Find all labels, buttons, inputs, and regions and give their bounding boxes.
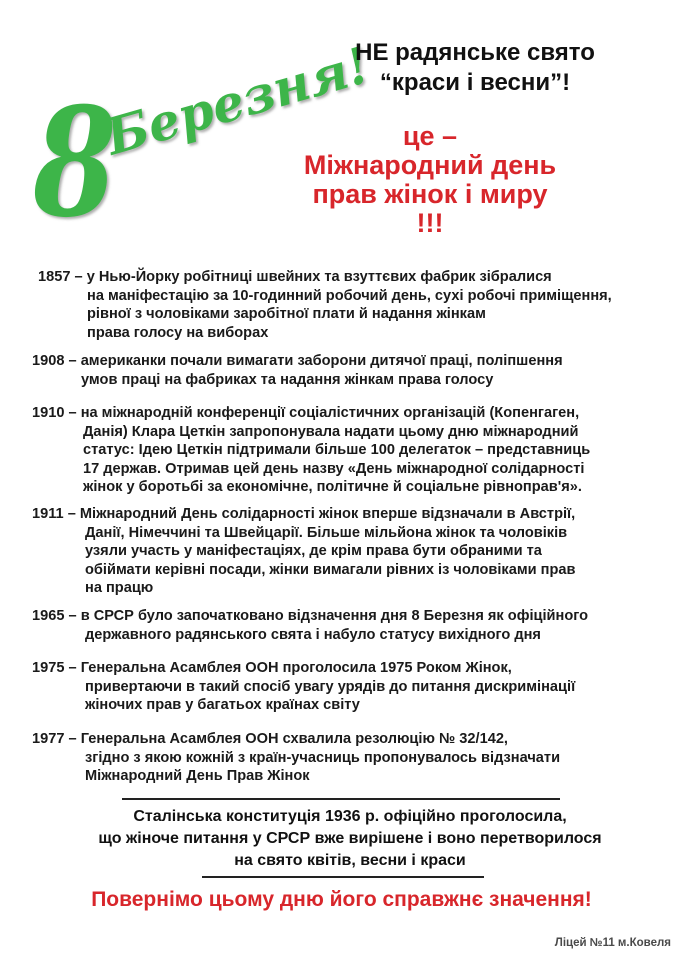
entry-line: державного радянського свята і набуло статусу вихідного дня: [85, 626, 541, 643]
call-to-action: Повернімо цьому дню його справжнє значення!: [91, 888, 592, 911]
note-line-1: Сталінська конституція 1936 р. офіційно проголосила,: [133, 808, 567, 825]
entry-line: 1910 – на міжнародній конференції соціалістичних організацій (Копенгаген,: [32, 405, 580, 421]
entry-line: згідно з якою кожній з країн-учасниць пропонувалось відзначати: [85, 749, 561, 766]
logo-number: 8: [33, 74, 117, 252]
timeline-entry-1977: [32, 730, 560, 786]
logo-word: Березня!: [99, 35, 377, 167]
entry-line: узяли участь у маніфестаціях, де крім права бути обраними та: [85, 543, 542, 559]
subheadline-line-2: Міжнародний день: [303, 150, 557, 180]
entry-line: Данії, Німеччині та Швейцарії. Більше мільйона жінок та чоловіків: [85, 524, 568, 541]
school-credit: Ліцей №11 м.Ковеля: [554, 937, 671, 949]
entry-line: жіночих прав у багатьох країнах світу: [85, 697, 360, 713]
headline-line-1: НЕ радянське свято: [355, 39, 595, 66]
note-line-3: на свято квітів, весни і краси: [234, 852, 466, 869]
timeline-entry-1908: [32, 352, 563, 389]
entry-line: 17 держав. Отримав цей день назву «День міжнародної солідарності: [83, 460, 585, 477]
entry-line: на маніфестацію за 10-годинний робочий день, сухі робочі приміщення,: [87, 287, 612, 304]
entry-line: 1975 – Генеральна Асамблея ООН проголосила 1975 Роком Жінок,: [32, 660, 512, 676]
divider-bottom: [202, 876, 484, 878]
divider-top: [122, 798, 560, 800]
entry-line: на працю: [85, 580, 154, 596]
constitution-note: [30, 806, 670, 872]
subheadline-line-3: прав жінок і миру: [312, 179, 548, 209]
entry-line: 1908 – американки почали вимагати заборони дитячої праці, поліпшення: [32, 353, 563, 369]
timeline-entry-1910: [32, 404, 590, 497]
entry-line: статус: Ідею Цеткін підтримали більше 100 делегаток – представниць: [83, 442, 591, 458]
entry-line: 1857 – у Нью-Йорку робітниці швейних та взуттєвих фабрик зібралися: [38, 269, 552, 285]
entry-line: рівної з чоловіками заробітної плати й надання жінкам: [87, 306, 486, 322]
entry-line: 1977 – Генеральна Асамблея ООН схвалила резолюцію № 32/142,: [32, 731, 508, 747]
timeline-entry-1857: [38, 268, 612, 342]
subheadline: [240, 122, 620, 238]
note-line-2: що жіноче питання у СРСР вже вирішене і воно перетворилося: [98, 830, 602, 847]
entry-line: 1911 – Міжнародний День солідарності жінок вперше відзначали в Австрії,: [32, 506, 576, 522]
entry-line: умов праці на фабриках та надання жінкам права голосу: [81, 371, 494, 388]
subheadline-line-4: !!!: [416, 208, 444, 238]
entry-line: Данія) Клара Цеткін запропонувала надати цьому дню міжнародний: [83, 423, 579, 440]
timeline-entry-1965: [32, 607, 588, 644]
headline: [300, 38, 650, 98]
timeline-entry-1975: [32, 659, 575, 715]
entry-line: жінок у боротьбі за економічне, політичне й соціальне рівноправ'я».: [83, 479, 582, 495]
headline-line-2: “краси і весни”!: [379, 69, 571, 96]
entry-line: Міжнародний День Прав Жінок: [85, 768, 310, 784]
entry-line: привертаючи в такий спосіб увагу урядів до питання дискримінації: [85, 678, 576, 695]
subheadline-line-1: це –: [402, 121, 458, 151]
entry-line: обіймати керівні посади, жінки вимагали рівних із чоловіками прав: [85, 561, 576, 578]
entry-line: 1965 – в СРСР було започатковано відзначення дня 8 Березня як офіційного: [32, 608, 589, 624]
timeline-entry-1911: [32, 505, 576, 598]
entry-line: права голосу на виборах: [87, 324, 269, 341]
